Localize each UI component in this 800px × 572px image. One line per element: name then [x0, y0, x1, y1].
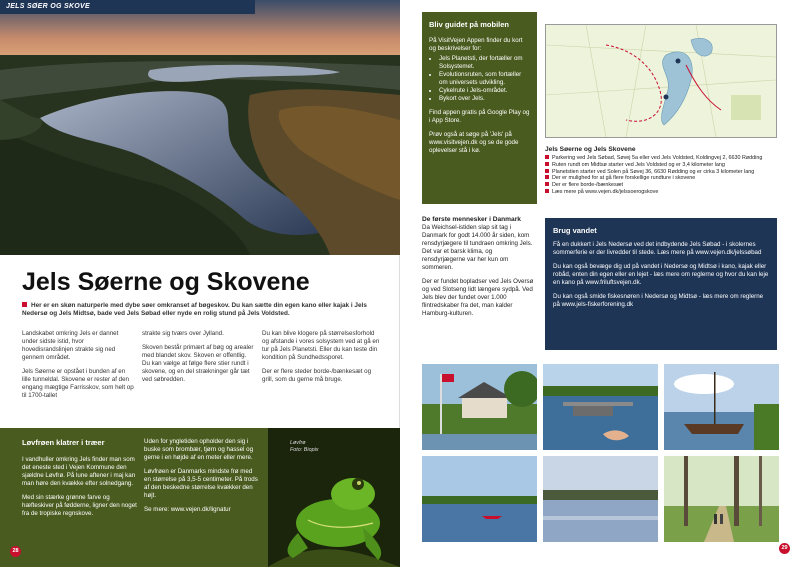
lead-text: Her er en skøn naturperle med dybe søer omkranset af bøgeskov. Du kan sætte din egen kano eller kajak i Jels Nedersø og Jels Midtsø, bade ved Jels Søbad eller nyde en rolig stund på Jels Voldsted. [22, 302, 367, 318]
col1-paragraph-2: Jels Søerne er opstået i bunden af en lille tunneldal. Skovene er rester af den engang mægtige Farrisskov, som helt op til 1700-tallet [22, 368, 134, 399]
app-store-text: Find appen gratis på Google Play og i App Store. [429, 109, 530, 124]
frog-col-2 [144, 438, 259, 520]
frog-heading: Løvfrøen klatrer i træer [22, 438, 105, 447]
area-map[interactable] [545, 24, 777, 138]
left-page [0, 0, 400, 567]
col2-paragraph-1: strakte sig tværs over Jylland. [142, 330, 224, 337]
legend-item: Ruten rundt om Midtsø starter ved Jels Voldsted og er 3,4 kilometer lang [545, 162, 785, 169]
frog-box [0, 428, 400, 567]
first-people-paragraph-2: Der er fundet bopladser ved Jels Oversø og ved Slotseng lidt længere sydpå. Ved Jels blev der fundet over 1.000 flintredskaber fra det, man kalder Hamburg-kulturen. [422, 278, 534, 317]
frog-photo-caption [290, 440, 318, 454]
mobile-heading: Bliv guidet på mobilen [429, 20, 510, 29]
list-item: • Cykelrute i Jels-området. [439, 87, 530, 95]
red-bullet-icon [22, 302, 27, 307]
legend-item: Parkering ved Jels Søbad, Søvej 5a eller ved Jels Voldsted, Koldingvej 2, 6630 Rødding [545, 155, 785, 162]
col3-paragraph-2: Der er flere steder borde-/bænkesæt og grill, som du gerne må bruge. [262, 368, 372, 383]
water-paragraph-1: Få en dukkert i Jels Nedersø ved det indbydende Jels Søbad - i skolernes sommerferie er der livredder til stede. Læs mere på www.vejen.dk/jelssøbad [553, 241, 762, 256]
map-legend [545, 146, 785, 196]
water-paragraph-3: Du kan også smide fiskesnøren i Nedersø og Midtsø - læs mere om reglerne på www.jels-fiskerforening.dk [553, 293, 764, 308]
bathing-pier-photo [543, 364, 658, 450]
col3-paragraph-1: Du kan blive klogere på størrelsesforhold og afstande i vores solsystem ved at gå en tur på Jels Planetsti. Eller du kan teste din kondition på Sundhedssporet. [262, 330, 380, 361]
legend-title: Jels Søerne og Jels Skovene [545, 146, 636, 153]
right-page [400, 0, 800, 567]
frog-paragraph-4: Løvfrøen er Danmarks mindste frø med en størrelse på 3,5-5 centimeter. På trods af den beskedne størrelse kvækker den højt. [144, 468, 258, 499]
canoe-lake-photo [422, 456, 537, 542]
frog-paragraph-1: I vandhuller omkring Jels finder man som det eneste sted i Vejen Kommune den sjældne Løvfrø. På lune aftener i maj kan man høre den kvække efter solnedgang. [22, 456, 136, 487]
frog-caption-name: Løvfrø [290, 440, 306, 446]
list-item: • Evolutionsruten, som fortæller om universets udvikling. [439, 71, 530, 87]
column-3 [262, 330, 380, 390]
col2-paragraph-2: Skoven består primært af bøg og arealer med blandet skov. Skoven er offentlig. Du kan vælge at følge flere stier rundt i skovene, og en del strækninger går tæt ved søbredden. [142, 344, 254, 383]
water-box [545, 218, 777, 350]
legend-list [545, 155, 785, 196]
viking-ship-photo [664, 364, 779, 450]
frog-website-link[interactable]: Se mere: www.vejen.dk/lignatur [144, 506, 231, 513]
first-people-paragraph-1: Da Weichsel-istiden slap sit tag i Danmark for godt 14.000 år siden, kom rensdyrjægere til tundraen omkring Jels. Det var et barsk klima, og rensdyrjægerne var her kun om sommeren. [422, 224, 533, 271]
legend-item: Der er flere borde-/bænkesæt [545, 182, 785, 189]
mobile-feature-list [429, 55, 530, 103]
lake-aerial-photo [0, 0, 400, 255]
jels-house-photo [422, 364, 537, 450]
frog-photo [268, 428, 400, 567]
first-people-heading: De første mennesker i Danmark [422, 216, 521, 223]
water-heading: Brug vandet [553, 226, 597, 235]
mobile-guide-box [422, 12, 537, 204]
first-people-section [422, 216, 537, 324]
page-title: Jels Søerne og Skovene [22, 268, 310, 296]
column-1 [22, 330, 134, 406]
water-paragraph-2: Du kan også bevæge dig ud på vandet i Nedersø og Midtsø i kano, kajak eller robåd, enten din egen eller en lejet - læs mere om reglerne og hvor du kan leje en kano på www.friluftsvejen.dk. [553, 263, 769, 286]
column-2 [142, 330, 254, 390]
lead-paragraph [22, 302, 387, 319]
list-item: • Bykort over Jels. [439, 95, 530, 103]
frog-paragraph-3: Uden for yngletiden opholder den sig i buske som brombær, tjørn og hassel og gerne i en højde af en meter eller mere. [144, 438, 254, 461]
mobile-intro: På VisitVejen Appen finder du kort og beskrivelser for: [429, 37, 523, 52]
list-item: • Jels Planetsti, der fortæller om Solsystemet. [439, 55, 530, 71]
page-number-left: 28 [10, 546, 21, 557]
page-number-right: 29 [779, 543, 790, 554]
forest-walk-photo [664, 456, 779, 542]
frog-col-1 [22, 456, 137, 524]
legend-item: Læs mere på www.vejen.dk/jelssoerogskove [545, 189, 785, 196]
legend-item: Der er mulighed for at gå flere forskellige rundture i skovene [545, 175, 785, 182]
frog-caption-credit: Foto: Biopix [290, 446, 319, 453]
sunset-lake-photo [543, 456, 658, 542]
section-tag: JELS SØER OG SKOVE [0, 0, 255, 14]
legend-item: Planetstien starter ved Solen på Søvej 36, 6630 Rødding og er cirka 3 kilometer lang [545, 169, 785, 176]
visitvejen-link-text[interactable]: Prøv også at søge på 'Jels' på www.visitvejen.dk og se de gode oplevelser stå i kø. [429, 131, 519, 154]
frog-paragraph-2: Med sin stærke grønne farve og hæfteskiver på fødderne, ligner den noget fra de tropiske regnskove. [22, 494, 137, 517]
col1-paragraph-1: Landskabet omkring Jels er dannet under sidste istid, hvor hovedisrandslinjen strakte sig ned gennem området. [22, 330, 119, 361]
